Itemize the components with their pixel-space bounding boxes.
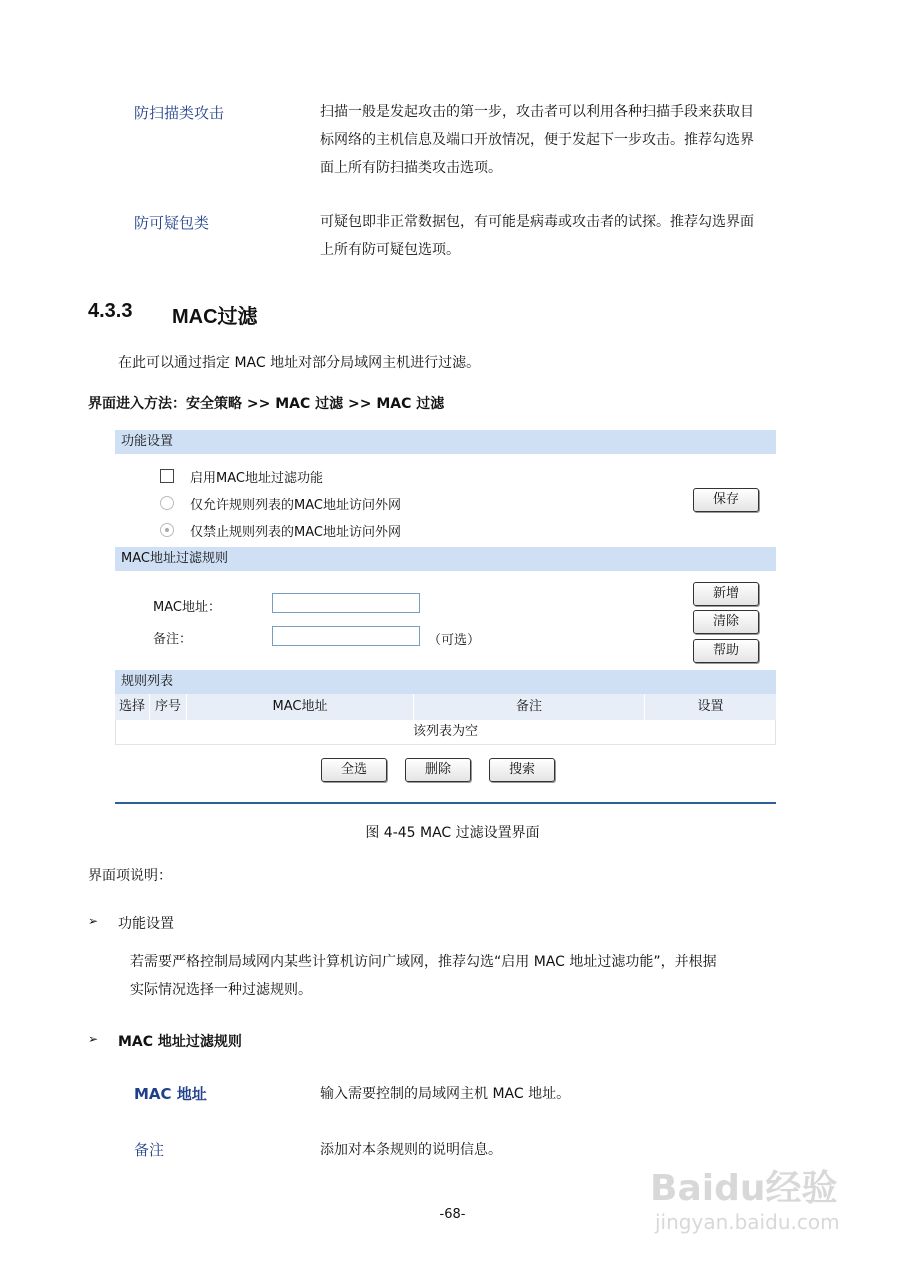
term-suspicious-packet-desc [320,208,820,264]
desc-line: 实际情况选择一种过滤规则。 [130,982,312,998]
col-select: 选择 [115,694,150,720]
note-input[interactable] [272,626,420,646]
desc-line: 上所有防可疑包选项。 [320,242,460,258]
add-button[interactable]: 新增 [693,582,759,606]
save-button[interactable]: 保存 [693,488,759,512]
desc-line: 若需要严格控制局域网内某些计算机访问广域网，推荐勾选“启用 MAC 地址过滤功能”，并根据 [130,954,717,970]
clear-button[interactable]: 清除 [693,610,759,634]
help-button[interactable]: 帮助 [693,639,759,663]
deny-list-radio[interactable] [160,523,174,537]
nav-path [88,393,444,413]
optional-hint: （可选） [428,633,481,648]
term-anti-scan: 防扫描类攻击 [134,104,225,122]
allow-list-radio[interactable] [160,496,174,510]
watermark-url: jingyan.baidu.com [655,1210,840,1234]
bullet-icon: ➢ [88,1032,99,1046]
field-term-note-desc: 添加对本条规则的说明信息。 [320,1142,502,1158]
func-settings-bar: 功能设置 [115,430,776,454]
section-number: 4.3.3 [88,300,133,322]
deny-list-label: 仅禁止规则列表的MAC地址访问外网 [190,525,401,540]
enable-mac-filter-checkbox[interactable] [160,469,174,483]
mac-address-label: MAC地址： [153,600,221,615]
rule-bar: MAC地址过滤规则 [115,547,776,571]
note-label: 备注： [153,632,193,647]
table-header [115,694,776,720]
field-term-mac-desc: 输入需要控制的局域网主机 MAC 地址。 [320,1086,571,1102]
section-title: MAC过滤 [172,306,258,328]
enable-mac-filter-label: 启用MAC地址过滤功能 [190,471,323,486]
empty-list-message: 该列表为空 [115,720,776,745]
field-term-note: 备注 [134,1141,165,1159]
col-mac: MAC地址 [187,694,414,720]
term-suspicious-packet: 防可疑包类 [134,214,210,232]
desc-line: 扫描一般是发起攻击的第一步，攻击者可以利用各种扫描手段来获取目 [320,104,754,120]
watermark-brand: Baidu经验 [650,1168,838,1209]
mac-address-input[interactable] [272,593,420,613]
nav-path-value: >> MAC 过滤 >> MAC 过滤 [246,396,445,412]
field-term-mac: MAC 地址 [134,1085,207,1103]
col-note: 备注 [414,694,645,720]
page-number: -68- [439,1207,466,1222]
explain-label: 界面项说明： [88,868,172,884]
col-index: 序号 [150,694,187,720]
nav-path-label: 界面进入方法：安全策略 [88,396,247,412]
select-all-button[interactable]: 全选 [321,758,387,782]
section-intro: 在此可以通过指定 MAC 地址对部分局域网主机进行过滤。 [118,355,481,371]
figure-caption: 图 4-45 MAC 过滤设置界面 [365,825,540,841]
search-button[interactable]: 搜索 [489,758,555,782]
delete-button[interactable]: 删除 [405,758,471,782]
desc-line: 可疑包即非正常数据包，有可能是病毒或攻击者的试探。推荐勾选界面 [320,214,754,230]
bullet1-title: 功能设置 [118,916,174,932]
mac-filter-panel [115,430,776,804]
bullet-icon: ➢ [88,914,99,928]
rule-list-bar: 规则列表 [115,670,776,694]
bullet2-title: MAC 地址过滤规则 [118,1034,242,1050]
allow-list-label: 仅允许规则列表的MAC地址访问外网 [190,498,401,513]
bullet1-desc [130,948,830,1004]
col-settings: 设置 [697,699,724,714]
desc-line: 标网络的主机信息及端口开放情况，便于发起下一步攻击。推荐勾选界 [320,132,754,148]
desc-line: 面上所有防扫描类攻击选项。 [320,160,502,176]
term-anti-scan-desc [320,98,820,182]
